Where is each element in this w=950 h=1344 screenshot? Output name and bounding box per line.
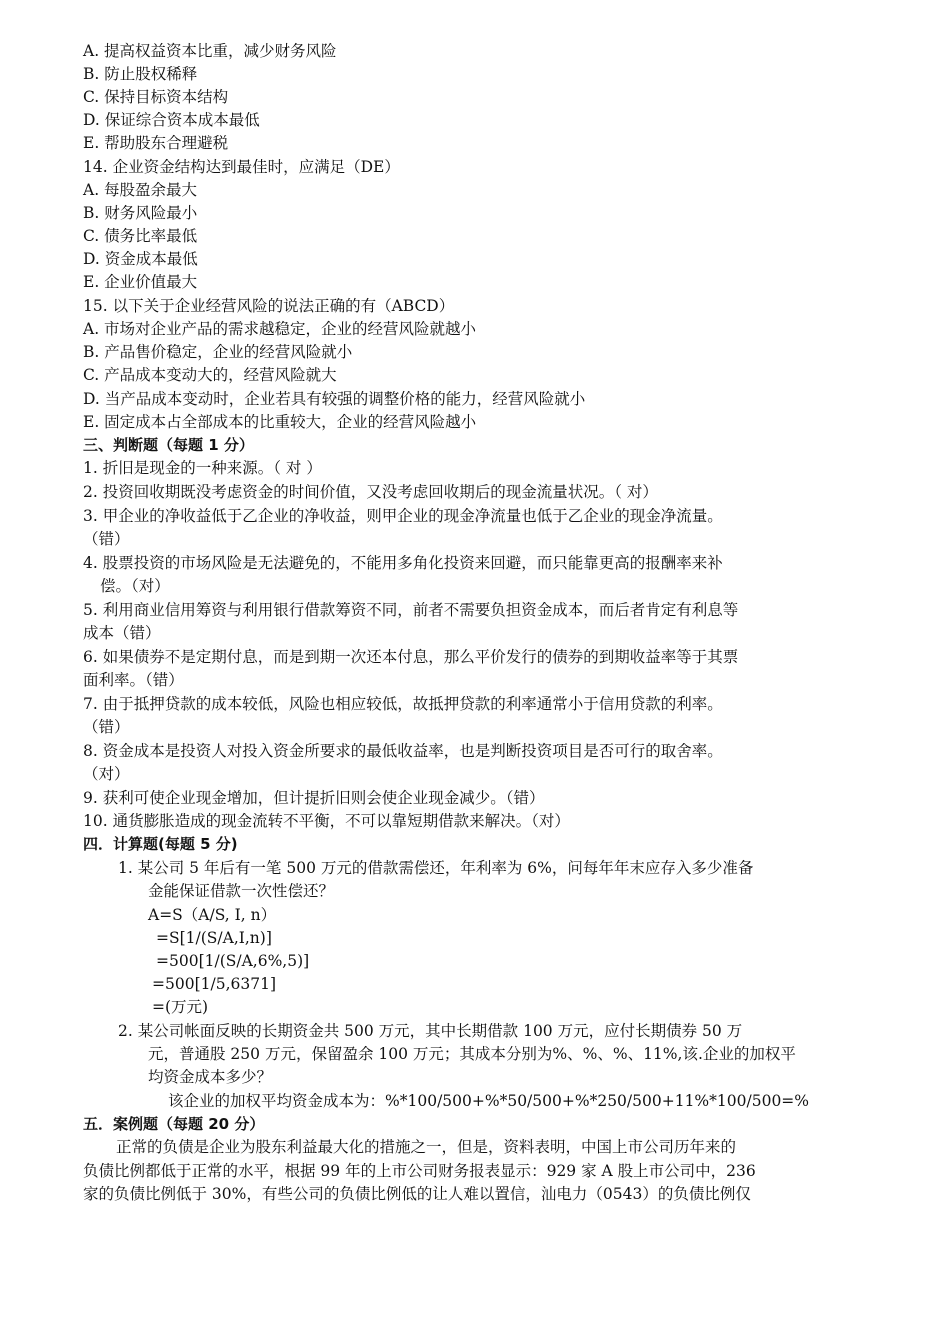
judge-q6-line2: 面利率。（错）: [83, 671, 184, 689]
q13-option-a: A. 提高权益资本比重，减少财务风险: [83, 42, 337, 60]
calc-formula-1: A=S（A/S, I, n）: [148, 906, 277, 924]
q13-option-d: D. 保证综合资本成本最低: [83, 111, 260, 129]
judge-q10: 10. 通货膨胀造成的现金流转不平衡，不可以靠短期借款来解决。（对）: [83, 812, 570, 830]
q13-option-e: E. 帮助股东合理避税: [83, 134, 229, 152]
judge-q7-line2: （错）: [83, 718, 130, 736]
q14-option-b: B. 财务风险最小: [83, 204, 198, 222]
judge-q1: 1. 折旧是现金的一种来源。（ 对 ）: [83, 459, 322, 477]
q15-option-a: A. 市场对企业产品的需求越稳定，企业的经营风险就越小: [83, 320, 477, 338]
calc-formula-4: =500[1/5,6371]: [152, 975, 276, 993]
q15-option-e: E. 固定成本占全部成本的比重较大，企业的经营风险越小: [83, 413, 477, 431]
case-line-1: 正常的负债是企业为股东利益最大化的措施之一，但是，资料表明，中国上市公司历年来的: [116, 1138, 737, 1156]
judge-q3-line1: 3. 甲企业的净收益低于乙企业的净收益，则甲企业的现金净流量也低于乙企业的现金净流量。: [83, 507, 723, 525]
q13-option-b: B. 防止股权稀释: [83, 65, 198, 83]
calc-p1-line1: 1. 某公司 5 年后有一笔 500 万元的借款需偿还，年利率为 6%，问每年年末应存入多少准备: [118, 859, 754, 877]
q14-option-a: A. 每股盈余最大: [83, 181, 198, 199]
judge-q7-line1: 7. 由于抵押贷款的成本较低，风险也相应较低，故抵押贷款的利率通常小于信用贷款的利率。: [83, 695, 723, 713]
calc-p2-answer: 该企业的加权平均资金成本为：%*100/500+%*50/500+%*250/500+11%*100/500=%: [168, 1092, 810, 1110]
judge-q4-line1: 4. 股票投资的市场风险是无法避免的，不能用多角化投资来回避，而只能靠更高的报酬率来补: [83, 554, 723, 572]
judge-q3-line2: （错）: [83, 530, 130, 548]
section4-title: 四．计算题(每题 5 分): [83, 835, 238, 853]
q13-option-c: C. 保持目标资本结构: [83, 88, 229, 106]
judge-q6-line1: 6. 如果债券不是定期付息，而是到期一次还本付息，那么平价发行的债券的到期收益率等于其票: [83, 648, 739, 666]
calc-p1-line2: 金能保证借款一次性偿还？: [148, 882, 335, 900]
q14-option-c: C. 债务比率最低: [83, 227, 198, 245]
judge-q8-line2: （对）: [83, 765, 130, 783]
judge-q2: 2. 投资回收期既没考虑资金的时间价值，又没考虑回收期后的现金流量状况。（ 对）: [83, 483, 658, 501]
q14-stem: 14. 企业资金结构达到最佳时，应满足（DE）: [83, 158, 400, 176]
calc-formula-3: =500[1/(S/A,6%,5)]: [156, 952, 310, 970]
section3-title: 三、判断题（每题 1 分）: [83, 436, 254, 454]
calc-p2-line3: 均资金成本多少？: [148, 1068, 273, 1086]
judge-q5-line1: 5. 利用商业信用筹资与利用银行借款筹资不同，前者不需要负担资金成本，而后者肯定有利息等: [83, 601, 739, 619]
judge-q8-line1: 8. 资金成本是投资人对投入资金所要求的最低收益率，也是判断投资项目是否可行的取舍率。: [83, 742, 723, 760]
judge-q4-line2: 偿。（对）: [100, 577, 170, 595]
q15-option-d: D. 当产品成本变动时，企业若具有较强的调整价格的能力，经营风险就小: [83, 390, 586, 408]
calc-p2-line1: 2. 某公司帐面反映的长期资金共 500 万元，其中长期借款 100 万元，应付长期债券 50 万: [118, 1022, 743, 1040]
calc-formula-5: =(万元): [152, 998, 209, 1016]
q15-stem: 15. 以下关于企业经营风险的说法正确的有（ABCD）: [83, 297, 455, 315]
case-line-2: 负债比例都低于正常的水平，根据 99 年的上市公司财务报表显示：929 家 A 股上市公司中，236: [83, 1162, 756, 1180]
q15-option-c: C. 产品成本变动大的，经营风险就大: [83, 366, 337, 384]
q15-option-b: B. 产品售价稳定，企业的经营风险就小: [83, 343, 353, 361]
calc-p2-line2: 元，普通股 250 万元，保留盈余 100 万元；其成本分别为%、%、%、11%,该.企业的加权平: [148, 1045, 796, 1063]
q14-option-d: D. 资金成本最低: [83, 250, 198, 268]
calc-formula-2: =S[1/(S/A,I,n)]: [156, 929, 272, 947]
section5-title: 五．案例题（每题 20 分）: [83, 1115, 265, 1133]
judge-q9: 9. 获利可使企业现金增加，但计提折旧则会使企业现金减少。（错）: [83, 789, 545, 807]
judge-q5-line2: 成本（错）: [83, 624, 161, 642]
case-line-3: 家的负债比例低于 30%，有些公司的负债比例低的让人难以置信，汕电力（0543）的负债比例仅: [83, 1185, 751, 1203]
q14-option-e: E. 企业价值最大: [83, 273, 198, 291]
